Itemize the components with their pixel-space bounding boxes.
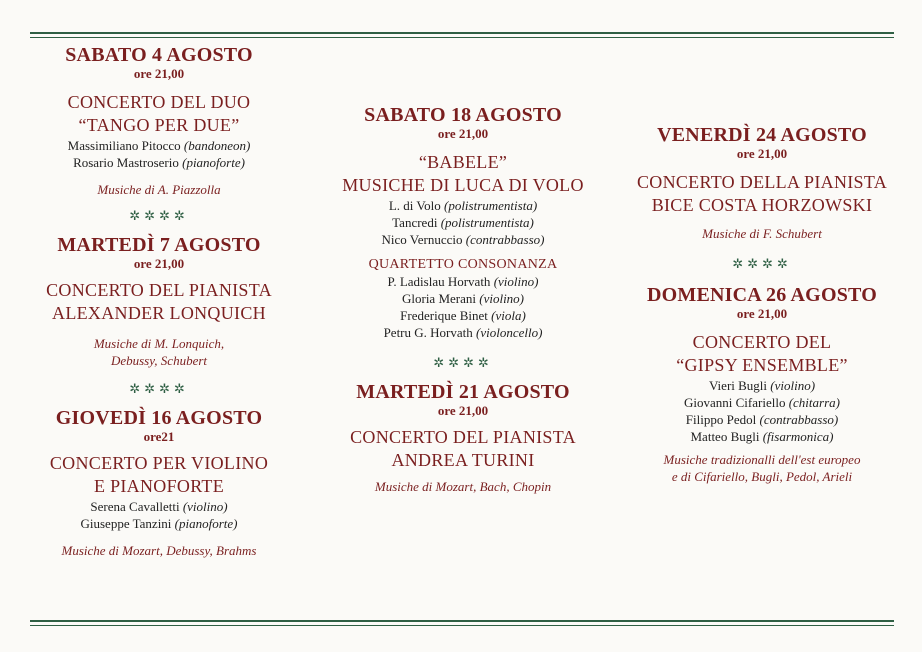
program-column-3 [622, 124, 902, 485]
event-time: ore 21,00 [133, 66, 185, 81]
performer [320, 214, 606, 231]
program-column-2 [320, 104, 606, 495]
separator-ornament: ✲✲✲✲ [433, 355, 493, 370]
event-title: ANDREA TURINI [391, 450, 535, 470]
performer [622, 428, 902, 445]
performer-instrument: (contrabbasso) [465, 232, 545, 247]
separator-ornament: ✲✲✲✲ [129, 208, 189, 223]
performer [622, 394, 902, 411]
event-title: E PIANOFORTE [93, 476, 225, 496]
event-title: BICE COSTA HORZOWSKI [651, 195, 873, 215]
performer-name: Tancredi [392, 215, 438, 230]
performer-instrument: (bandoneon) [183, 138, 251, 153]
performer [20, 137, 298, 154]
performer [20, 154, 298, 171]
performer-instrument: (violino) [770, 378, 816, 393]
event-date: GIOVEDÌ 16 AGOSTO [55, 407, 263, 429]
performer-instrument: (contrabbasso) [759, 412, 839, 427]
performer-name: Serena Cavalletti [90, 499, 180, 514]
performer [320, 197, 606, 214]
performer-name: P. Ladislau Horvath [387, 274, 491, 289]
performer-name: L. di Volo [388, 198, 441, 213]
performer-instrument: (polistrumentista) [440, 215, 534, 230]
performer [20, 498, 298, 515]
event-title: CONCERTO DEL [692, 332, 832, 352]
event [320, 104, 606, 341]
performer [320, 290, 606, 307]
performer-instrument: (pianoforte) [174, 516, 238, 531]
performer-name: Gloria Merani [401, 291, 476, 306]
event [320, 381, 606, 495]
event-music: Musiche di Mozart, Bach, Chopin [374, 479, 552, 494]
event-title: CONCERTO DEL PIANISTA [46, 280, 272, 300]
event-title: CONCERTO DEL DUO [67, 92, 251, 112]
event-date: MARTEDÌ 21 AGOSTO [356, 381, 570, 403]
event-music: Musiche di A. Piazzolla [97, 182, 221, 197]
event-title: ALEXANDER LONQUICH [52, 303, 266, 323]
performer-name: Matteo Bugli [690, 429, 760, 444]
event [20, 407, 298, 559]
performer [622, 411, 902, 428]
event-title: CONCERTO DELLA PIANISTA [636, 172, 888, 192]
performer [320, 307, 606, 324]
event-date: VENERDÌ 24 AGOSTO [657, 124, 867, 146]
event [622, 284, 902, 485]
event-time: ore 21,00 [736, 306, 788, 321]
performer-instrument: (violino) [182, 499, 228, 514]
event-music: Musiche di F. Schubert [702, 226, 822, 241]
event [20, 234, 298, 369]
performer-name: Frederique Binet [400, 308, 488, 323]
separator-ornament: ✲✲✲✲ [129, 381, 189, 396]
event-music: Musiche tradizionalli dell'est europeo [663, 452, 861, 467]
event-time: ore21 [143, 429, 175, 444]
performer [320, 273, 606, 290]
event-music: e di Cifariello, Bugli, Pedol, Arieli [671, 469, 853, 484]
performer-name: Filippo Pedol [685, 412, 757, 427]
performer [320, 324, 606, 341]
ensemble-name: QUARTETTO CONSONANZA [368, 257, 558, 272]
event-music: Debussy, Schubert [110, 353, 208, 368]
performer [320, 231, 606, 248]
performer [20, 515, 298, 532]
performer-name: Giuseppe Tanzini [80, 516, 172, 531]
event [20, 44, 298, 198]
event-time: ore 21,00 [437, 403, 489, 418]
program-column-1 [20, 44, 298, 559]
event-time: ore 21,00 [736, 146, 788, 161]
performer-name: Giovanni Cifariello [684, 395, 786, 410]
event-date: DOMENICA 26 AGOSTO [647, 284, 877, 306]
event-date: SABATO 18 AGOSTO [364, 104, 562, 126]
event-time: ore 21,00 [437, 126, 489, 141]
performer-name: Nico Vernuccio [381, 232, 463, 247]
separator-ornament: ✲✲✲✲ [732, 256, 792, 271]
bottom-double-rule [30, 620, 894, 626]
event-title: “TANGO PER DUE” [78, 115, 240, 135]
performer-name: Massimiliano Pitocco [67, 138, 181, 153]
performer-instrument: (pianoforte) [182, 155, 245, 170]
performer-name: Petru G. Horvath [383, 325, 473, 340]
event-title: “GIPSY ENSEMBLE” [676, 355, 848, 375]
event-music: Musiche di M. Lonquich, [93, 336, 225, 351]
event [622, 124, 902, 242]
event-title: CONCERTO PER VIOLINO [49, 453, 269, 473]
event-title: MUSICHE DI LUCA DI VOLO [342, 175, 584, 195]
event-title: CONCERTO DEL PIANISTA [350, 427, 576, 447]
performer-name: Vieri Bugli [708, 378, 768, 393]
top-double-rule [30, 32, 894, 38]
performer-instrument: (fisarmonica) [762, 429, 834, 444]
performer [622, 377, 902, 394]
event-time: ore 21,00 [133, 256, 185, 271]
event-music: Musiche di Mozart, Debussy, Brahms [61, 543, 257, 558]
performer-instrument: (violoncello) [476, 325, 543, 340]
performer-instrument: (violino) [493, 274, 539, 289]
performer-name: Rosario Mastroserio [73, 155, 179, 170]
performer-instrument: (polistrumentista) [443, 198, 538, 213]
event-title: “BABELE” [418, 152, 508, 172]
performer-instrument: (viola) [491, 308, 526, 323]
event-date: MARTEDÌ 7 AGOSTO [57, 234, 261, 256]
event-date: SABATO 4 AGOSTO [65, 44, 253, 66]
performer-instrument: (chitarra) [788, 395, 840, 410]
performer-instrument: (violino) [479, 291, 525, 306]
